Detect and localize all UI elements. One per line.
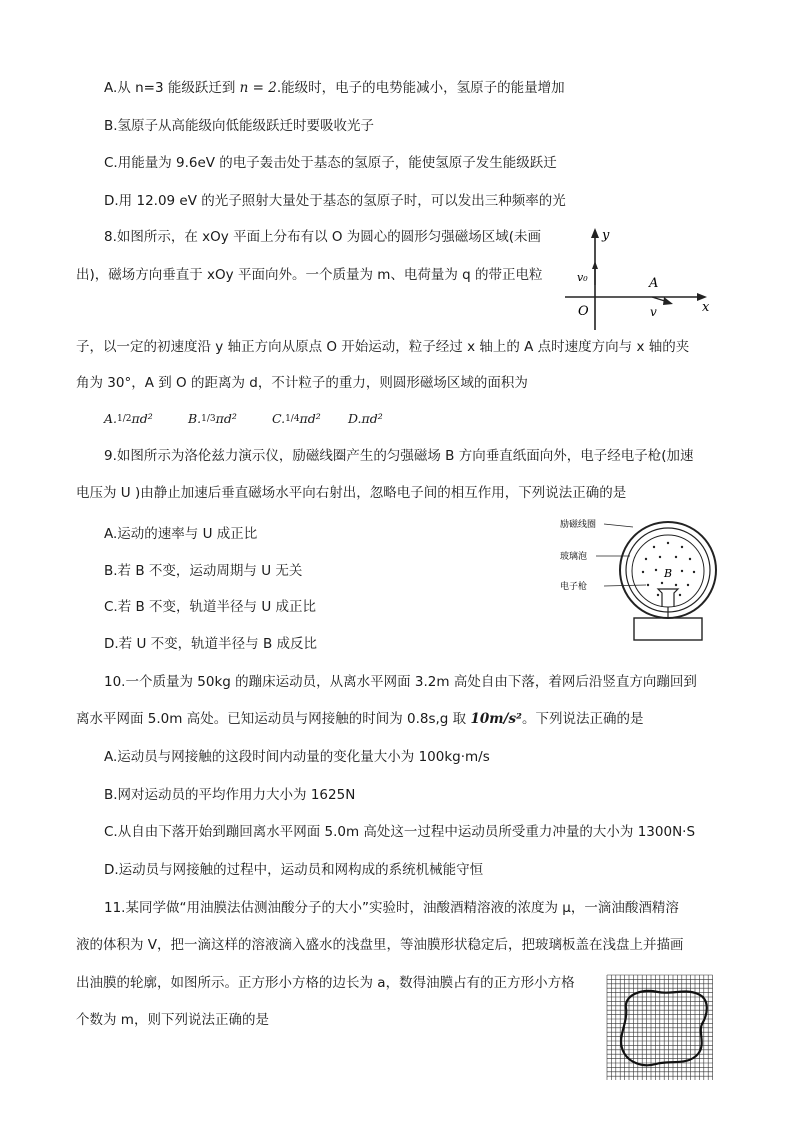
q9-option-d: D.若 U 不变，轨道半径与 B 成反比 [104,636,317,652]
q8-option-d: D.πd² [347,411,383,426]
q7-option-d: D.用 12.09 eV 的光子照射大量处于基态的氢原子时，可以发出三种频率的光 [104,193,566,209]
q7-option-a-math: n = 2 [239,80,277,96]
bulb-label: 玻璃泡 [560,552,588,562]
q8-line-1: 8.如图所示，在 xOy 平面上分布有以 O 为圆心的圆形匀强磁场区域(未画 [104,229,542,245]
q10-option-b: B.网对运动员的平均作用力大小为 1625N [104,787,356,803]
point-a-label: A [649,276,659,291]
q7-option-b: B.氢原子从高能级向低能级跃迁时要吸收光子 [104,118,375,134]
y-axis-arrow [591,228,599,238]
q10-line-2: 离水平网面 5.0m 高处。已知运动员与网接触的时间为 0.8s,g 取 10m/s²。下列说法正确的是 [76,711,644,727]
q8-option-b: B.1/3πd² [187,411,237,426]
coil-label: 励磁线圈 [560,520,597,530]
origin-label: O [578,304,589,319]
q11-line-2: 液的体积为 V，把一滴这样的溶液滴入盛水的浅盘里，等油膜形状稳定后，把玻璃板盖在浅盘上并描画 [76,937,684,953]
q8-line-3: 子，以一定的初速度沿 y 轴正方向从原点 O 开始运动，粒子经过 x 轴上的 A 点时速度方向与 x 轴的夹 [76,339,690,355]
field-b-label: B [664,567,673,580]
q8-option-c: C.1/4πd² [271,411,321,426]
q9-option-c: C.若 B 不变，轨道半径与 U 成正比 [104,599,317,615]
q8-line-2: 出)，磁场方向垂直于 xOy 平面向外。一个质量为 m、电荷量为 q 的带正电粒 [76,267,543,283]
q7-option-a [104,78,565,98]
v-label: v [650,305,657,319]
q11-line-1: 11.某同学做“用油膜法估测油酸分子的大小”实验时，油酸酒精溶液的浓度为 μ，一滴油酸酒精溶 [104,900,679,916]
q8-options [104,409,383,429]
q11-line-3: 出油膜的轮廓，如图所示。正方形小方格的边长为 a，数得油膜占有的正方形小方格 [76,975,575,991]
q7-option-a-pre: A.从 n=3 能级跃迁到 [104,80,240,96]
x-axis-label: x [702,300,710,315]
q9-line-1: 9.如图所示为洛伦兹力演示仪，励磁线圈产生的匀强磁场 B 方向垂直纸面向外，电子经电子枪(加速 [104,448,694,464]
electron-gun [658,589,678,607]
q8-option-a: A.1/2πd² [104,411,153,426]
q10-option-c: C.从自由下落开始到蹦回离水平网面 5.0m 高处这一过程中运动员所受重力冲量的大小为 1300N·S [104,824,696,840]
q9-option-a: A.运动的速率与 U 成正比 [104,526,258,542]
q11-figure [606,974,716,1080]
q10-g-value: 10m/s² [470,711,522,727]
q9-line-2: 电压为 U )由静止加速后垂直磁场水平向右射出，忽略电子间的相互作用，下列说法正确的是 [76,485,627,501]
q10-option-d: D.运动员与网接触的过程中，运动员和网构成的系统机械能守恒 [104,862,484,878]
oil-film-grid [606,974,716,1080]
q7-option-c: C.用能量为 9.6eV 的电子轰击处于基态的氢原子，能使氢原子发生能级跃迁 [104,155,557,171]
q8-line-4: 角为 30°，A 到 O 的距离为 d，不计粒子的重力，则圆形磁场区域的面积为 [76,375,528,391]
base-stand [634,618,702,640]
q11-line-4: 个数为 m，则下列说法正确的是 [76,1012,269,1028]
gun-label: 电子枪 [560,582,588,592]
q8-figure [560,225,720,335]
q7-option-a-post: .能级时，电子的电势能减小，氢原子的能量增加 [276,80,565,96]
v0-label: v₀ [577,271,588,284]
q10-line-1: 10.一个质量为 50kg 的蹦床运动员，从离水平网面 3.2m 高处自由下落，着网后沿竖直方向蹦回到 [104,674,697,690]
q9-figure [558,515,718,645]
q10-option-a: A.运动员与网接触的这段时间内动量的变化量大小为 100kg·m/s [104,749,490,765]
y-axis-label: y [602,228,610,243]
q9-option-b: B.若 B 不变，运动周期与 U 无关 [104,563,303,579]
